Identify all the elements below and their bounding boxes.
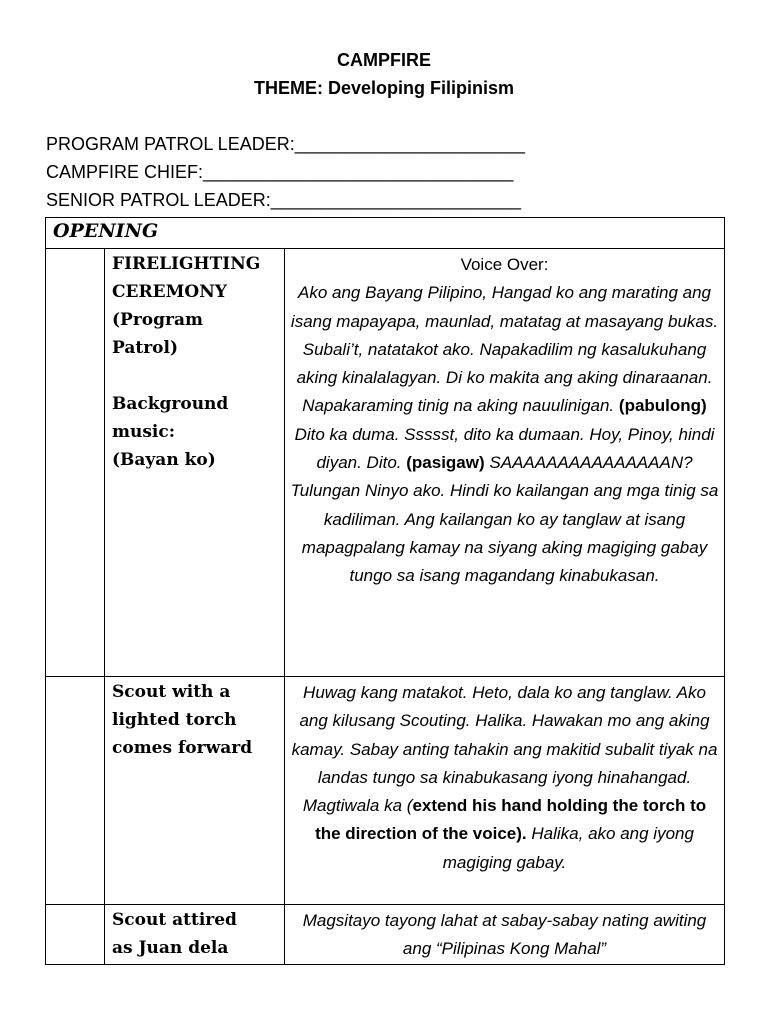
row-marker-cell [46, 677, 105, 905]
theme-subtitle: THEME: Developing Filipinism [253, 78, 514, 98]
activity-cell [105, 905, 285, 965]
script-cell [285, 249, 725, 677]
program-patrol-leader-field: PROGRAM PATROL LEADER:_______________________ [46, 134, 525, 154]
script-cell [285, 677, 725, 905]
stage-direction: extend his hand holding the torch to the direction of the voice). [315, 796, 707, 844]
activity-line: (Program [112, 310, 203, 330]
row-marker-cell [46, 249, 105, 677]
voice-over-label: Voice Over: [460, 255, 549, 274]
program-table [45, 217, 725, 965]
table-row [46, 905, 725, 965]
activity-line: music: [112, 422, 176, 442]
section-header-row [46, 218, 725, 249]
stage-direction: (pabulong) [618, 396, 707, 416]
activity-line: Scout attired [112, 910, 237, 930]
script-text: Huwag kang matakot. Heto, dala ko ang tanglaw. Ako ang kilusang Scouting. Halika. Hawakan mo ang aking kamay. Sabay anting tahakin ang makitid subalit tiyak na landas tungo sa kinabukasang iyong hinahangad. Magtiwala ka ( [291, 683, 718, 816]
script-text: Ako ang Bayang Pilipino, Hangad ko ang marating ang isang mapayapa, maunlad, matatag at masayang bukas. Subali’t, natatakot ako. Napakadilim ng kasalukuhang aking kinalalagyan. Di ko makita ang aking dinaraanan. Napakaraming tinig na aking nauulinigan. [290, 283, 719, 416]
activity-cell [105, 249, 285, 677]
activity-line: lighted torch [112, 710, 237, 730]
script-text: Halika, ako ang iyong magiging gabay. [442, 824, 694, 872]
activity-line: Patrol) [112, 338, 178, 358]
section-opening-label: OPENING [46, 218, 725, 249]
script-cell [285, 905, 725, 965]
campfire-chief-field: CAMPFIRE CHIEF:_______________________________ [46, 162, 514, 182]
activity-line: CEREMONY [112, 282, 227, 302]
table-row [46, 677, 725, 905]
script-text: SAAAAAAAAAAAAAAAN? Tulungan Ninyo ako. Hindi ko kailangan ang mga tinig sa kadiliman. Ang kailangan ko ay tanglaw at isang mapagpalang kamay na siyang aking magiging gabay tungo sa isang magandang kinabukasan. [290, 453, 719, 586]
page-title: CAMPFIRE [337, 50, 431, 70]
activity-line: Background [112, 394, 229, 414]
activity-line: comes forward [112, 738, 253, 758]
activity-cell [105, 677, 285, 905]
stage-direction: (pasigaw) [406, 453, 485, 473]
script-text: Dito ka duma. Ssssst, dito ka dumaan. Hoy, Pinoy, hindi diyan. Dito. [294, 424, 715, 473]
script-text: Magsitayo tayong lahat at sabay-sabay nating awiting ang “Pilipinas Kong Mahal” [302, 911, 707, 959]
senior-patrol-leader-field: SENIOR PATROL LEADER:_________________________ [46, 190, 521, 210]
table-row [46, 249, 725, 677]
activity-line: Scout with a [112, 682, 231, 702]
row-marker-cell [46, 905, 105, 965]
activity-line: (Bayan ko) [112, 450, 216, 470]
activity-line: FIRELIGHTING [112, 254, 261, 274]
activity-line: as Juan dela [112, 938, 229, 958]
